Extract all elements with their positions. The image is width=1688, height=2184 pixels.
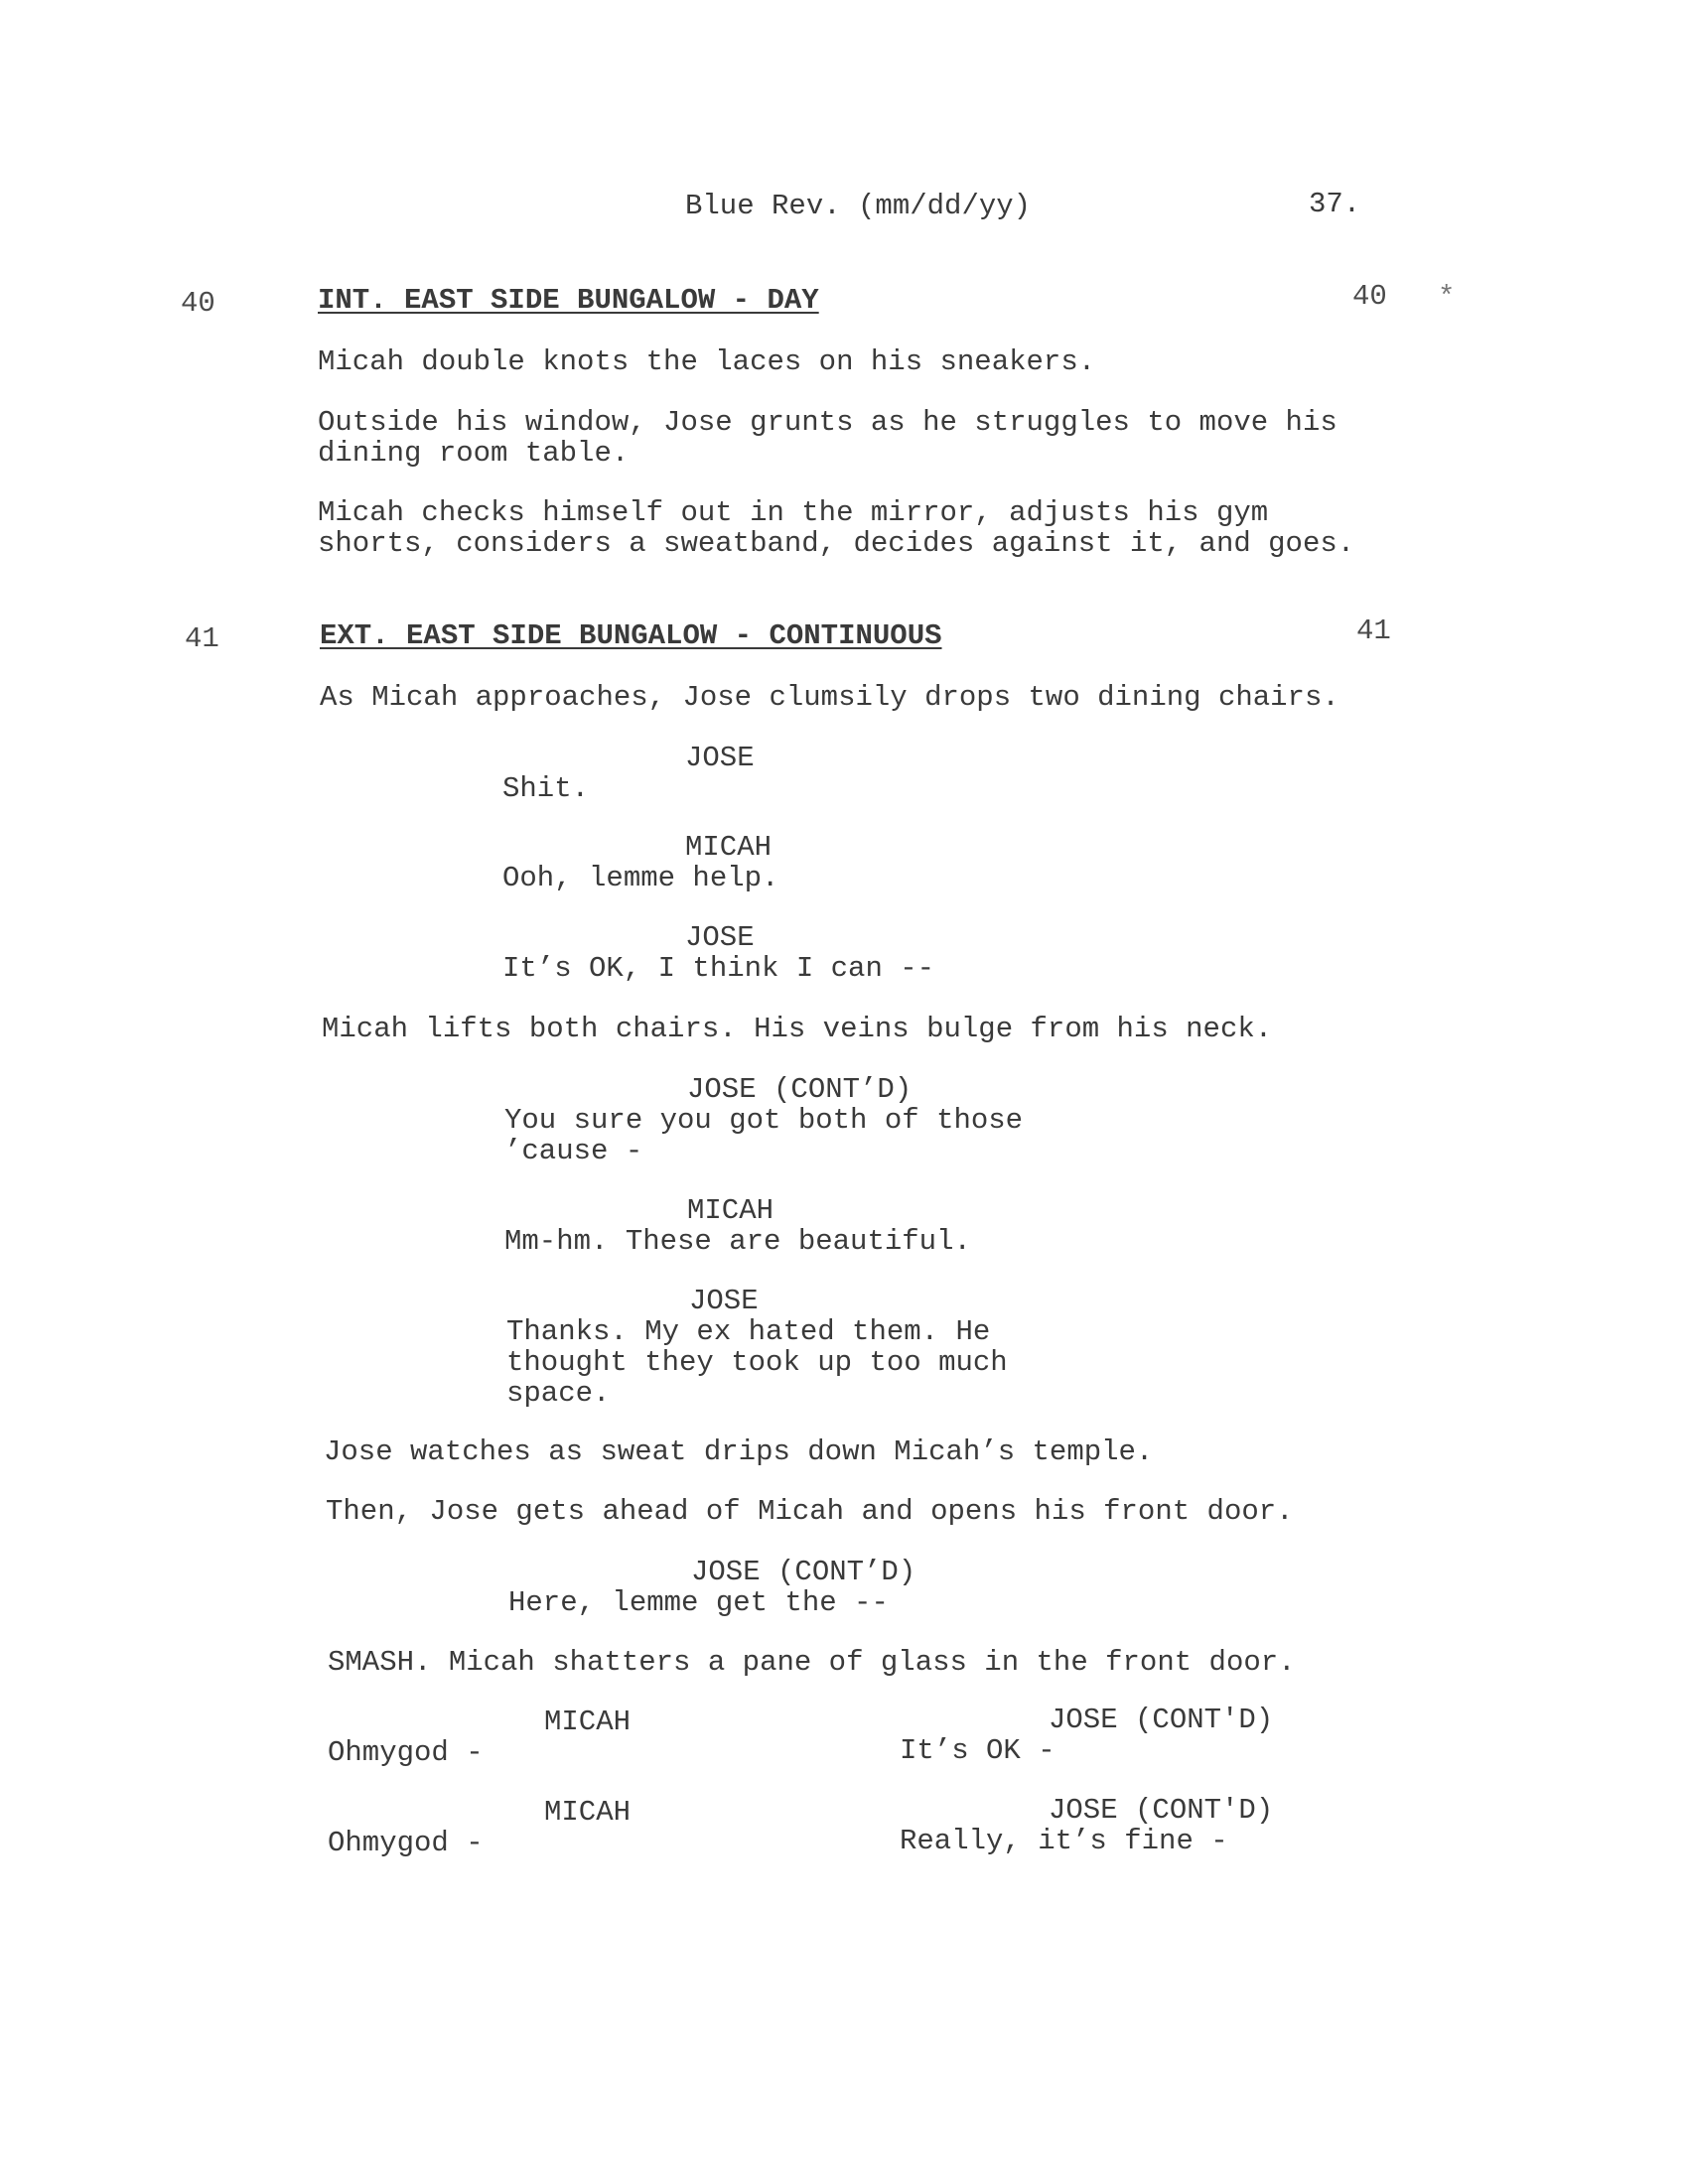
character-name: JOSE (CONT’D) <box>691 1556 916 1588</box>
dual-right-dialogue: It’s OK - <box>900 1734 1055 1767</box>
dialogue: ’cause - <box>504 1135 643 1167</box>
dialogue: You sure you got both of those <box>504 1104 1024 1137</box>
scene-heading: EXT. EAST SIDE BUNGALOW - CONTINUOUS <box>320 619 942 652</box>
dialogue: Mm-hm. These are beautiful. <box>504 1225 971 1258</box>
character-name: MICAH <box>687 1194 774 1227</box>
action-line: Micah double knots the laces on his sneakers. <box>318 345 1096 378</box>
action-line: Then, Jose gets ahead of Micah and opens his front door. <box>326 1495 1294 1528</box>
dual-left-character: MICAH <box>544 1796 632 1829</box>
scene-number-right: 40 <box>1352 280 1387 313</box>
character-name: JOSE (CONT’D) <box>687 1073 913 1106</box>
scene-heading: INT. EAST SIDE BUNGALOW - DAY <box>318 284 819 317</box>
dual-left-character: MICAH <box>544 1706 632 1738</box>
action-line: Jose watches as sweat drips down Micah’s temple. <box>324 1435 1154 1468</box>
page-number: 37. <box>1309 188 1361 220</box>
action-line: dining room table. <box>318 437 630 470</box>
dialogue: Shit. <box>502 772 590 805</box>
scene-number-right: 41 <box>1356 614 1391 647</box>
dual-left-dialogue: Ohmygod - <box>328 1736 484 1769</box>
dialogue: Ooh, lemme help. <box>502 862 779 894</box>
dialogue: space. <box>506 1377 611 1410</box>
dialogue: Thanks. My ex hated them. He <box>506 1315 991 1348</box>
action-line: shorts, considers a sweatband, decides against it, and goes. <box>318 527 1355 560</box>
dialogue: thought they took up too much <box>506 1346 1008 1379</box>
action-line: As Micah approaches, Jose clumsily drops two dining chairs. <box>320 681 1339 714</box>
action-line: SMASH. Micah shatters a pane of glass in the front door. <box>328 1646 1296 1679</box>
dialogue: It’s OK, I think I can -- <box>502 952 935 985</box>
revision-header: Blue Rev. (mm/dd/yy) <box>685 190 1032 222</box>
dual-right-character: JOSE (CONT'D) <box>1049 1704 1274 1736</box>
action-line: Micah lifts both chairs. His veins bulge from his neck. <box>322 1013 1273 1045</box>
action-line: Outside his window, Jose grunts as he struggles to move his <box>318 406 1337 439</box>
dual-right-character: JOSE (CONT'D) <box>1049 1794 1274 1827</box>
action-line: Micah checks himself out in the mirror, adjusts his gym <box>318 496 1269 529</box>
character-name: JOSE <box>689 1285 759 1317</box>
scene-number-left: 41 <box>185 622 219 655</box>
character-name: MICAH <box>685 831 773 864</box>
dual-right-dialogue: Really, it’s fine - <box>900 1825 1228 1857</box>
dialogue: Here, lemme get the -- <box>508 1586 889 1619</box>
dual-left-dialogue: Ohmygod - <box>328 1827 484 1859</box>
character-name: JOSE <box>685 742 755 774</box>
scene-number-left: 40 <box>181 287 215 320</box>
character-name: JOSE <box>685 921 755 954</box>
revision-asterisk: * <box>1438 281 1456 314</box>
